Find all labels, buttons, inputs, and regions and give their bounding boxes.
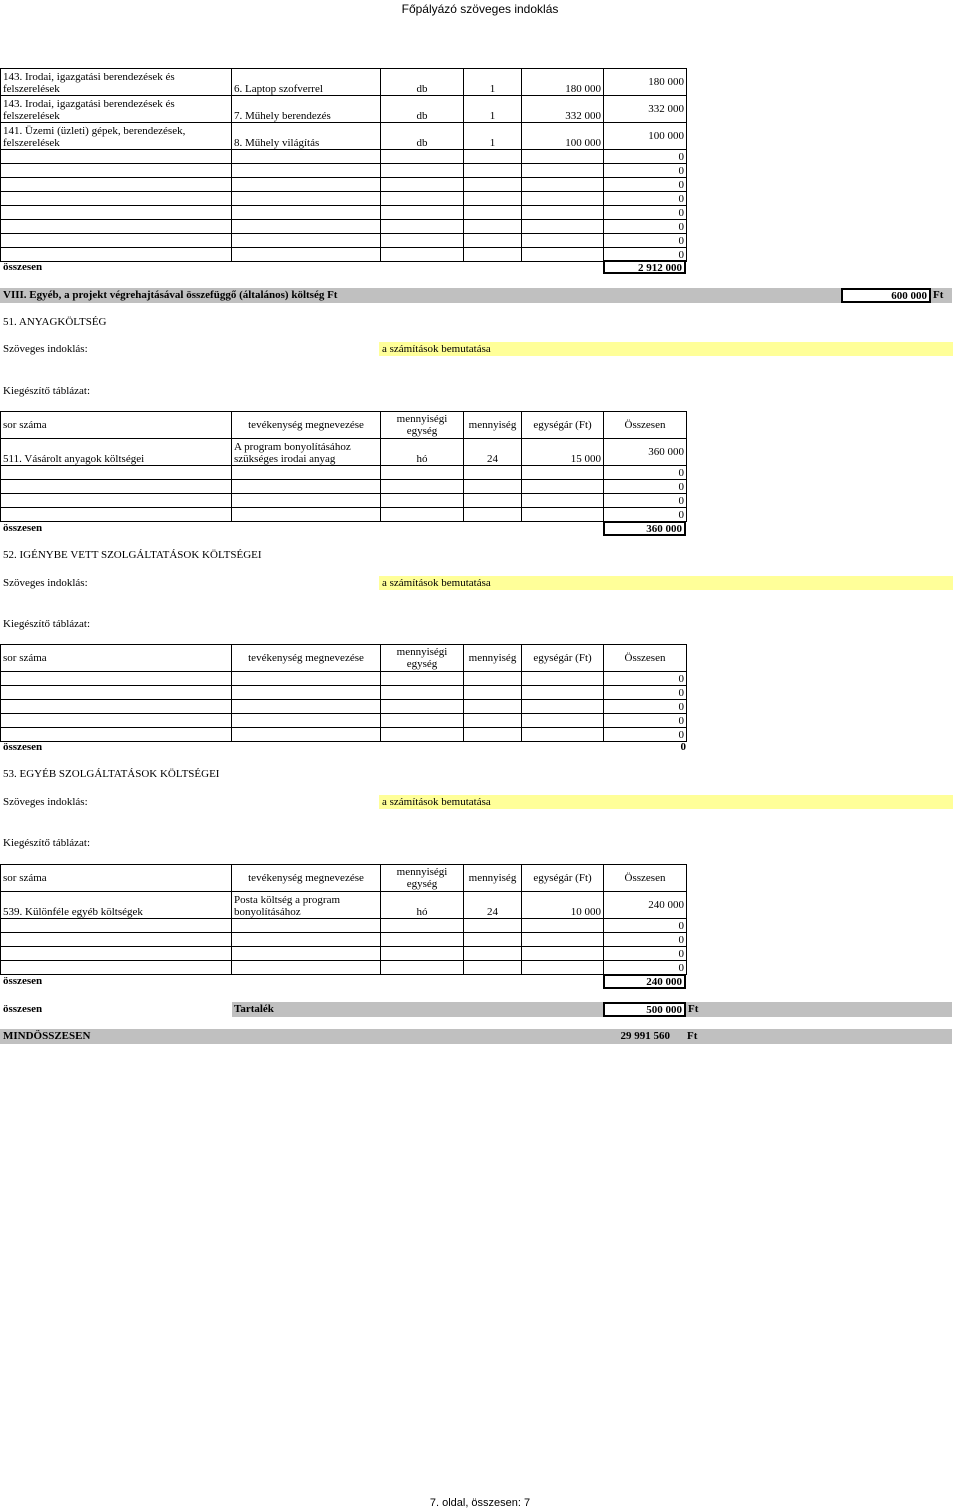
total-cell: 0 bbox=[604, 672, 687, 686]
price-cell: 15 000 bbox=[522, 439, 604, 466]
reserve-label: Tartalék bbox=[234, 1003, 274, 1015]
equipment-sum-value: 2 912 000 bbox=[603, 260, 686, 274]
reserve-currency: Ft bbox=[688, 1003, 699, 1015]
equipment-table bbox=[0, 68, 687, 262]
col-total: Összesen bbox=[604, 865, 687, 892]
qty-cell: 1 bbox=[464, 123, 522, 150]
s52-table bbox=[0, 644, 687, 742]
total-cell: 100 000 bbox=[604, 123, 687, 150]
col-price: egységár (Ft) bbox=[522, 865, 604, 892]
sor-cell: 511. Vásárolt anyagok költségei bbox=[1, 439, 232, 466]
table-row bbox=[1, 466, 687, 480]
reserve-sum-label: összesen bbox=[3, 1003, 43, 1015]
table-row bbox=[1, 123, 687, 150]
unit-cell: hó bbox=[381, 892, 464, 919]
s51-text-value: a számítások bemutatása bbox=[382, 343, 491, 355]
category-cell: 143. Irodai, igazgatási berendezések és felszerelések bbox=[1, 69, 232, 96]
unit-cell: db bbox=[381, 96, 464, 123]
grand-total-value: 29 991 560 bbox=[620, 1030, 670, 1042]
table-header bbox=[1, 412, 687, 439]
price-cell: 10 000 bbox=[522, 892, 604, 919]
s53-title: 53. EGYÉB SZOLGÁLTATÁSOK KÖLTSÉGEI bbox=[3, 768, 220, 780]
total-cell: 0 bbox=[604, 947, 687, 961]
table-row bbox=[1, 714, 687, 728]
col-total: Összesen bbox=[604, 645, 687, 672]
total-cell: 0 bbox=[604, 178, 687, 192]
table-row bbox=[1, 494, 687, 508]
total-cell: 0 bbox=[604, 728, 687, 742]
table-row bbox=[1, 234, 687, 248]
s52-text-label: Szöveges indoklás: bbox=[3, 577, 88, 589]
col-total: Összesen bbox=[604, 412, 687, 439]
activity-cell: Posta költség a program bonyolításához bbox=[232, 892, 381, 919]
section-viii-bar bbox=[0, 288, 952, 303]
price-cell: 180 000 bbox=[522, 69, 604, 96]
table-row bbox=[1, 508, 687, 522]
total-cell: 0 bbox=[604, 933, 687, 947]
table-row bbox=[1, 933, 687, 947]
col-qty: mennyiség bbox=[464, 645, 522, 672]
s51-sum-value: 360 000 bbox=[603, 521, 686, 536]
total-cell: 180 000 bbox=[604, 69, 687, 96]
s53-sum-label: összesen bbox=[3, 975, 43, 987]
col-unit: mennyiségi egység bbox=[381, 412, 464, 439]
table-row bbox=[1, 480, 687, 494]
table-row bbox=[1, 919, 687, 933]
total-cell: 0 bbox=[604, 192, 687, 206]
category-cell: 141. Üzemi (üzleti) gépek, berendezések, felszerelések bbox=[1, 123, 232, 150]
s52-sum-label: összesen bbox=[3, 741, 43, 753]
s52-sum-value: 0 bbox=[680, 741, 686, 753]
table-row bbox=[1, 96, 687, 123]
total-cell: 240 000 bbox=[604, 892, 687, 919]
grand-total-currency: Ft bbox=[687, 1030, 698, 1042]
total-cell: 0 bbox=[604, 480, 687, 494]
page-header: Főpályázó szöveges indoklás bbox=[401, 2, 559, 16]
s51-table bbox=[0, 411, 687, 522]
s51-sum-label: összesen bbox=[3, 522, 43, 534]
grand-total-bar bbox=[0, 1029, 952, 1044]
s52-text-value-bg bbox=[379, 576, 953, 590]
total-cell: 0 bbox=[604, 248, 687, 262]
col-price: egységár (Ft) bbox=[522, 645, 604, 672]
table-row bbox=[1, 178, 687, 192]
col-price: egységár (Ft) bbox=[522, 412, 604, 439]
s53-table bbox=[0, 864, 687, 975]
table-row bbox=[1, 164, 687, 178]
section-viii-currency: Ft bbox=[933, 289, 944, 301]
unit-cell: db bbox=[381, 123, 464, 150]
equipment-sum-label: összesen bbox=[3, 261, 43, 273]
item-cell: 8. Műhely világítás bbox=[232, 123, 381, 150]
unit-cell: hó bbox=[381, 439, 464, 466]
s51-text-label: Szöveges indoklás: bbox=[3, 343, 88, 355]
reserve-bar bbox=[232, 1002, 952, 1017]
table-header bbox=[1, 645, 687, 672]
price-cell: 332 000 bbox=[522, 96, 604, 123]
col-unit: mennyiségi egység bbox=[381, 865, 464, 892]
col-activity: tevékenység megnevezése bbox=[232, 412, 381, 439]
total-cell: 0 bbox=[604, 961, 687, 975]
s53-text-label: Szöveges indoklás: bbox=[3, 796, 88, 808]
section-viii-title: VIII. Egyéb, a projekt végrehajtásával összefüggő (általános) költség Ft bbox=[3, 289, 338, 301]
table-row bbox=[1, 700, 687, 714]
total-cell: 0 bbox=[604, 714, 687, 728]
table-row bbox=[1, 947, 687, 961]
total-cell: 0 bbox=[604, 164, 687, 178]
s53-text-value-bg bbox=[379, 795, 953, 809]
total-cell: 360 000 bbox=[604, 439, 687, 466]
table-row bbox=[1, 439, 687, 466]
grand-total-label: MINDÖSSZESEN bbox=[3, 1030, 91, 1042]
total-cell: 0 bbox=[604, 206, 687, 220]
qty-cell: 1 bbox=[464, 96, 522, 123]
total-cell: 0 bbox=[604, 508, 687, 522]
qty-cell: 1 bbox=[464, 69, 522, 96]
item-cell: 6. Laptop szofverrel bbox=[232, 69, 381, 96]
s51-title: 51. ANYAGKÖLTSÉG bbox=[3, 316, 107, 328]
col-qty: mennyiség bbox=[464, 412, 522, 439]
table-header bbox=[1, 865, 687, 892]
col-qty: mennyiség bbox=[464, 865, 522, 892]
total-cell: 0 bbox=[604, 466, 687, 480]
col-sor: sor száma bbox=[1, 865, 232, 892]
unit-cell: db bbox=[381, 69, 464, 96]
table-row bbox=[1, 150, 687, 164]
table-row bbox=[1, 728, 687, 742]
s51-extra-label: Kiegészítő táblázat: bbox=[3, 385, 91, 397]
reserve-value: 500 000 bbox=[603, 1002, 686, 1017]
s53-extra-label: Kiegészítő táblázat: bbox=[3, 837, 91, 849]
price-cell: 100 000 bbox=[522, 123, 604, 150]
s52-text-value: a számítások bemutatása bbox=[382, 577, 491, 589]
table-row bbox=[1, 220, 687, 234]
col-activity: tevékenység megnevezése bbox=[232, 645, 381, 672]
s51-text-value-bg bbox=[379, 342, 953, 356]
section-viii-value: 600 000 bbox=[841, 288, 931, 303]
col-sor: sor száma bbox=[1, 645, 232, 672]
total-cell: 0 bbox=[604, 700, 687, 714]
s52-title: 52. IGÉNYBE VETT SZOLGÁLTATÁSOK KÖLTSÉGEI bbox=[3, 549, 262, 561]
qty-cell: 24 bbox=[464, 439, 522, 466]
table-row bbox=[1, 892, 687, 919]
table-row bbox=[1, 206, 687, 220]
table-row bbox=[1, 248, 687, 262]
total-cell: 0 bbox=[604, 494, 687, 508]
col-activity: tevékenység megnevezése bbox=[232, 865, 381, 892]
item-cell: 7. Műhely berendezés bbox=[232, 96, 381, 123]
sor-cell: 539. Különféle egyéb költségek bbox=[1, 892, 232, 919]
total-cell: 0 bbox=[604, 220, 687, 234]
category-cell: 143. Irodai, igazgatási berendezések és felszerelések bbox=[1, 96, 232, 123]
table-row bbox=[1, 686, 687, 700]
total-cell: 0 bbox=[604, 150, 687, 164]
table-row bbox=[1, 69, 687, 96]
s53-text-value: a számítások bemutatása bbox=[382, 796, 491, 808]
page-footer: 7. oldal, összesen: 7 bbox=[429, 1497, 531, 1509]
s53-sum-value: 240 000 bbox=[603, 974, 686, 989]
qty-cell: 24 bbox=[464, 892, 522, 919]
s52-extra-label: Kiegészítő táblázat: bbox=[3, 618, 91, 630]
activity-cell: A program bonyolításához szükséges irodai anyag bbox=[232, 439, 381, 466]
total-cell: 0 bbox=[604, 686, 687, 700]
total-cell: 0 bbox=[604, 234, 687, 248]
total-cell: 332 000 bbox=[604, 96, 687, 123]
table-row bbox=[1, 192, 687, 206]
col-unit: mennyiségi egység bbox=[381, 645, 464, 672]
table-row bbox=[1, 961, 687, 975]
total-cell: 0 bbox=[604, 919, 687, 933]
col-sor: sor száma bbox=[1, 412, 232, 439]
table-row bbox=[1, 672, 687, 686]
